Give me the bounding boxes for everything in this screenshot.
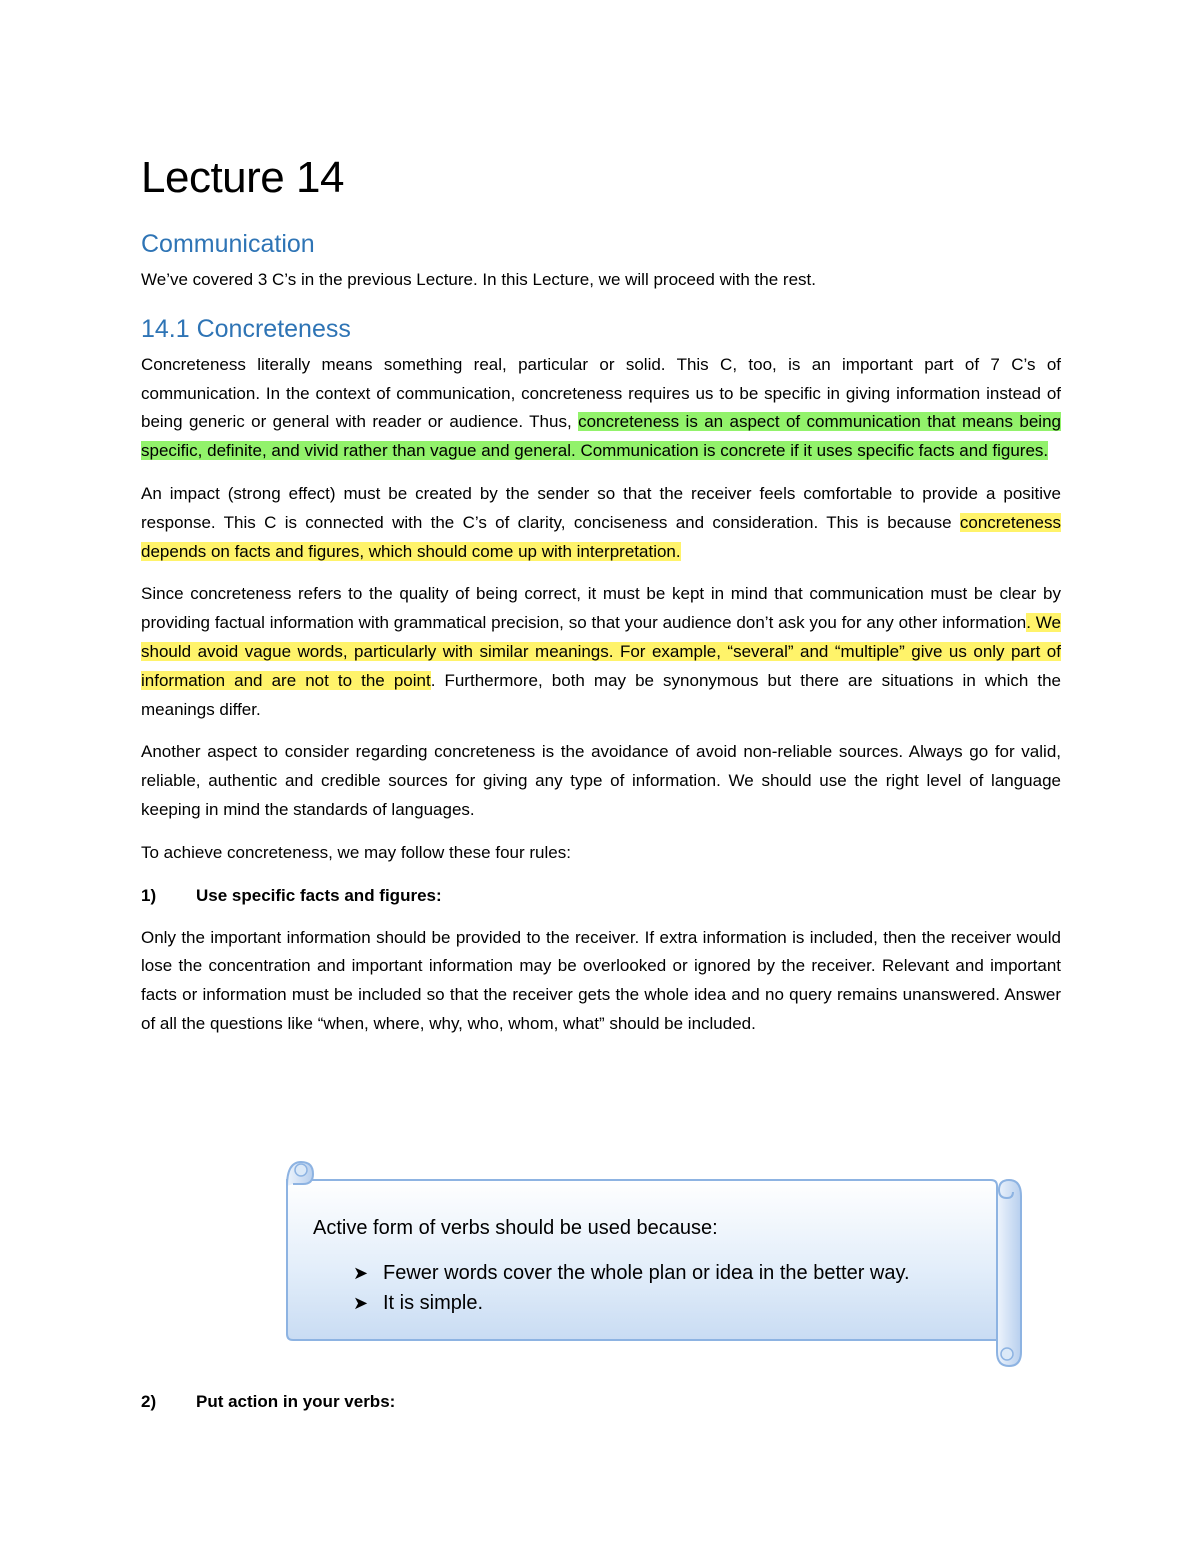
rule-number: 1): [141, 885, 157, 905]
callout-title: Active form of verbs should be used because:: [313, 1217, 718, 1239]
yellow-highlight: concreteness depends on facts and figures, which should come up with interpretation.: [141, 512, 1061, 561]
rule-section-2: [141, 1374, 1061, 1416]
rule-heading-1: [141, 882, 1061, 910]
list-item-text: It is simple.: [383, 1292, 484, 1314]
paragraph-concreteness-definition: [141, 351, 1061, 466]
callout-content: [313, 1212, 993, 1318]
rule-heading-2: [141, 1388, 1061, 1416]
paragraph-rules-intro: To achieve concreteness, we may follow these four rules:: [141, 842, 571, 862]
paragraph-text: Since concreteness refers to the quality of being correct, it must be kept in mind that communication must be clear by providing factual information with grammatical precision, so that your audience don’t ask you for any other information: [141, 584, 1061, 633]
subsection-heading: 14.1 Concreteness: [141, 314, 351, 343]
paragraph-important-info: Only the important information should be provided to the receiver. If extra information is included, then the receiver would lose the concentration and important information may be overlooked or ignored by the receiver. Relevant and important facts or information must be included so that the receiver gets the whole idea and no query remains unanswered. Answer of all the questions like “when, where, why, who, whom, what” should be included.: [141, 927, 1061, 1033]
paragraph-impact: [141, 480, 1061, 566]
scroll-callout-box: [283, 1156, 1028, 1368]
rule-label: Use specific facts and figures:: [196, 885, 442, 905]
paragraph-text: Concreteness literally means something real, particular or solid. This C, too, is an important part of 7 C’s of communication. In the context of communication, concreteness requires us to be specific in giving information instead of being generic or general with reader or audience. Thus,: [141, 354, 1061, 432]
list-item-text: Fewer words cover the whole plan or idea in the better way.: [383, 1262, 910, 1284]
list-item: [353, 1258, 993, 1288]
paragraph-correctness: [141, 580, 1061, 724]
green-highlight: concreteness is an aspect of communication that means being specific, definite, and vivid rather than vague and general. Communication is concrete if it uses specific facts and figures.: [141, 412, 1061, 461]
paragraph-sources: Another aspect to consider regarding concreteness is the avoidance of avoid non-reliable sources. Always go for valid, reliable, authentic and credible sources for giving any type of information. We should use the right level of language keeping in mind the standards of languages.: [141, 742, 1061, 819]
page-title: Lecture 14: [141, 153, 344, 202]
paragraph-text: An impact (strong effect) must be created by the sender so that the receiver feels comfortable to provide a positive response. This C is connected with the C’s of clarity, conciseness and consideration. This is because: [141, 483, 1061, 532]
arrowhead-bullet-icon: ➤: [353, 1263, 369, 1283]
callout-list: [313, 1258, 993, 1318]
intro-paragraph: We’ve covered 3 C’s in the previous Lecture. In this Lecture, we will proceed with the rest.: [141, 270, 816, 289]
section-heading: Communication: [141, 230, 315, 258]
document-body: [141, 150, 1061, 1039]
yellow-highlight: . We should avoid vague words, particularly with similar meanings. For example, “several” and “multiple” give us only part of information and are not to the point: [141, 613, 1061, 690]
rule-number: 2): [141, 1392, 157, 1411]
rule-label: Put action in your verbs:: [196, 1392, 396, 1411]
paragraph-text: . Furthermore, both may be synonymous but there are situations in which the meanings differ.: [141, 670, 1061, 719]
arrowhead-bullet-icon: ➤: [353, 1293, 369, 1313]
list-item: [353, 1288, 993, 1318]
